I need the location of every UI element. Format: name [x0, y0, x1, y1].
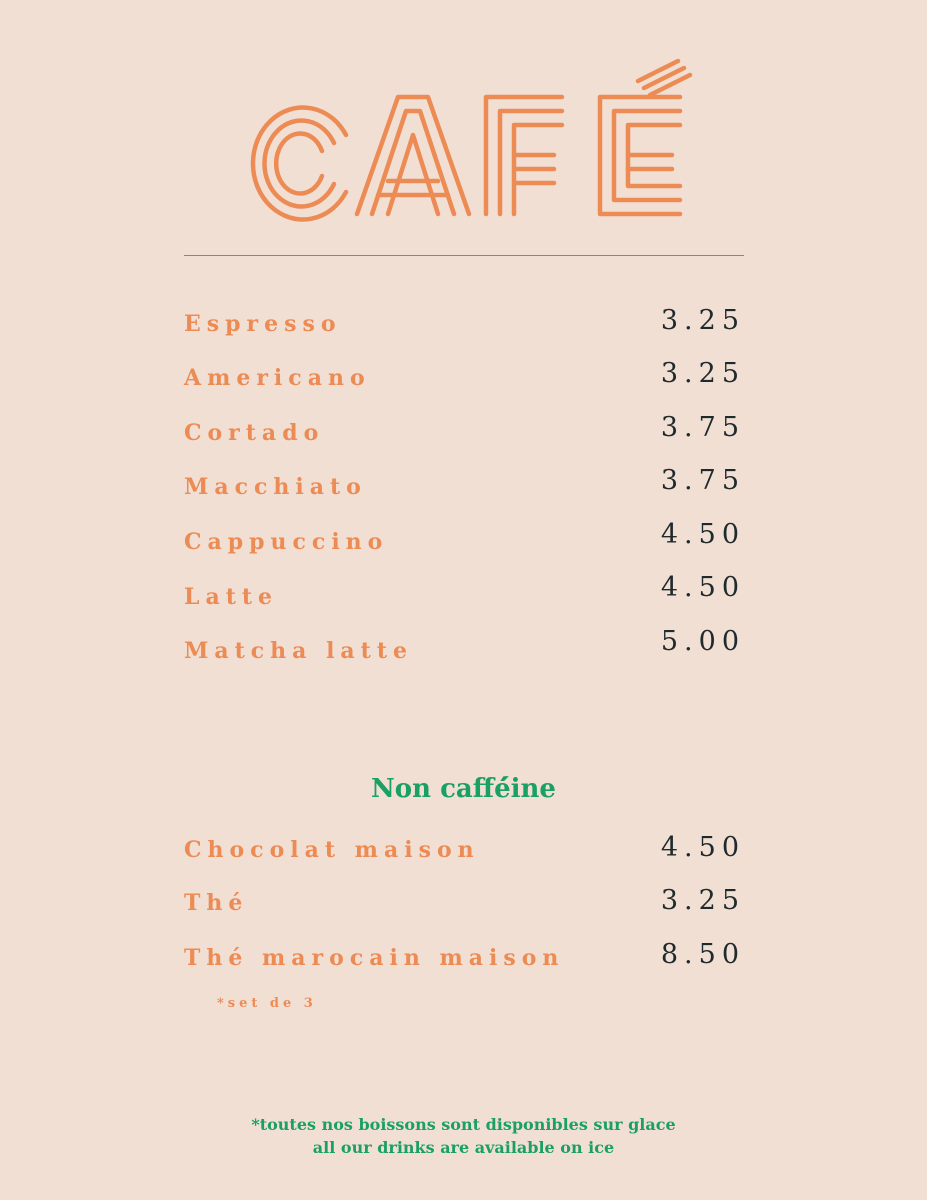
menu-item-name: Cortado [184, 420, 325, 446]
menu-item-name: Americano [184, 365, 371, 391]
menu-item-price: 8.50 [660, 939, 745, 970]
section-title-non-caffeine: Non caffé́ine [371, 774, 556, 804]
menu-item-price: 3.75 [660, 412, 745, 443]
menu-item-name: Chocolat maison [184, 837, 480, 863]
menu-item-name: Latte [184, 584, 279, 610]
menu-item-name: Espresso [184, 311, 342, 337]
footer-note [0, 1113, 927, 1159]
footer-line-en: all our drinks are available on ice [312, 1138, 615, 1157]
title-divider [184, 255, 744, 256]
menu-item-price: 3.25 [660, 358, 745, 389]
menu-item-name: Thé marocain maison [184, 945, 565, 971]
menu-item-price: 5.00 [660, 626, 745, 657]
menu-item-price: 3.25 [660, 885, 745, 916]
set-note: *set de 3 [217, 996, 317, 1011]
menu-item-name: Cappuccino [184, 529, 389, 555]
menu-item-price: 3.75 [660, 465, 745, 496]
menu-item-price: 3.25 [660, 305, 745, 336]
menu-item-price: 4.50 [660, 572, 745, 603]
cafe-title-logo [228, 55, 698, 225]
menu-item-price: 4.50 [660, 519, 745, 550]
menu-item-price: 4.50 [660, 832, 745, 863]
menu-item-name: Macchiato [184, 474, 367, 500]
menu-item-name: Thé [184, 890, 249, 916]
footer-line-fr: *toutes nos boissons sont disponibles sur glace [251, 1115, 676, 1134]
menu-item-name: Matcha latte [184, 638, 414, 664]
